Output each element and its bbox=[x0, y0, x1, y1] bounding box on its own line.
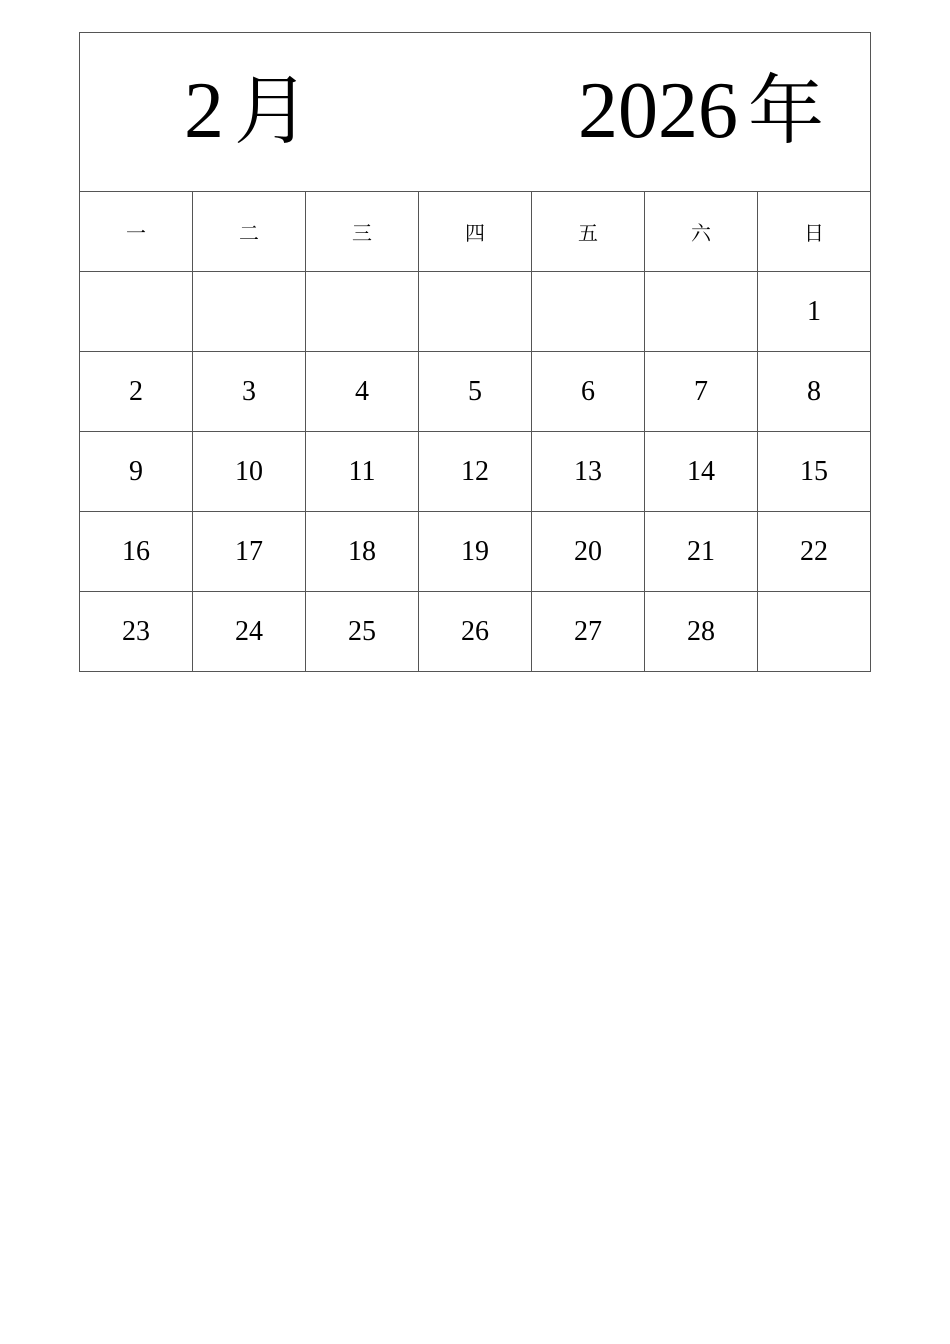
day-cell: 10 bbox=[193, 432, 306, 512]
year-title bbox=[578, 61, 824, 161]
month-number: 2 bbox=[184, 67, 224, 155]
calendar-header-row bbox=[80, 33, 871, 192]
weekday-fri: 五 bbox=[532, 192, 645, 272]
day-cell: 25 bbox=[306, 592, 419, 672]
weekday-sun: 日 bbox=[758, 192, 871, 272]
day-cell: 21 bbox=[645, 512, 758, 592]
day-cell bbox=[532, 272, 645, 352]
week-row-3 bbox=[80, 432, 871, 512]
day-cell: 8 bbox=[758, 352, 871, 432]
weekday-tue: 二 bbox=[193, 192, 306, 272]
day-cell: 15 bbox=[758, 432, 871, 512]
year-suffix: 年 bbox=[748, 66, 824, 155]
day-cell bbox=[758, 592, 871, 672]
day-cell bbox=[193, 272, 306, 352]
day-cell: 20 bbox=[532, 512, 645, 592]
week-row-1 bbox=[80, 272, 871, 352]
day-cell: 22 bbox=[758, 512, 871, 592]
day-cell: 28 bbox=[645, 592, 758, 672]
week-row-4 bbox=[80, 512, 871, 592]
day-cell: 4 bbox=[306, 352, 419, 432]
calendar-table bbox=[79, 32, 871, 672]
day-cell bbox=[645, 272, 758, 352]
day-cell: 6 bbox=[532, 352, 645, 432]
week-row-5 bbox=[80, 592, 871, 672]
day-cell: 24 bbox=[193, 592, 306, 672]
week-row-2 bbox=[80, 352, 871, 432]
month-title bbox=[184, 61, 310, 161]
day-cell: 2 bbox=[80, 352, 193, 432]
day-cell: 14 bbox=[645, 432, 758, 512]
day-cell: 12 bbox=[419, 432, 532, 512]
calendar-header bbox=[80, 33, 871, 192]
weekday-thu: 四 bbox=[419, 192, 532, 272]
weekday-sat: 六 bbox=[645, 192, 758, 272]
day-cell: 9 bbox=[80, 432, 193, 512]
day-cell: 18 bbox=[306, 512, 419, 592]
day-cell: 1 bbox=[758, 272, 871, 352]
day-cell: 11 bbox=[306, 432, 419, 512]
day-cell: 19 bbox=[419, 512, 532, 592]
weekday-mon: 一 bbox=[80, 192, 193, 272]
month-suffix: 月 bbox=[234, 66, 310, 155]
day-cell bbox=[306, 272, 419, 352]
day-cell bbox=[419, 272, 532, 352]
day-cell: 27 bbox=[532, 592, 645, 672]
day-cell: 5 bbox=[419, 352, 532, 432]
day-cell: 26 bbox=[419, 592, 532, 672]
day-cell: 17 bbox=[193, 512, 306, 592]
day-cell: 16 bbox=[80, 512, 193, 592]
year-number: 2026 bbox=[578, 67, 738, 155]
day-cell: 23 bbox=[80, 592, 193, 672]
day-cell: 13 bbox=[532, 432, 645, 512]
day-cell: 3 bbox=[193, 352, 306, 432]
weekday-wed: 三 bbox=[306, 192, 419, 272]
day-cell: 7 bbox=[645, 352, 758, 432]
weekday-header-row bbox=[80, 192, 871, 272]
day-cell bbox=[80, 272, 193, 352]
